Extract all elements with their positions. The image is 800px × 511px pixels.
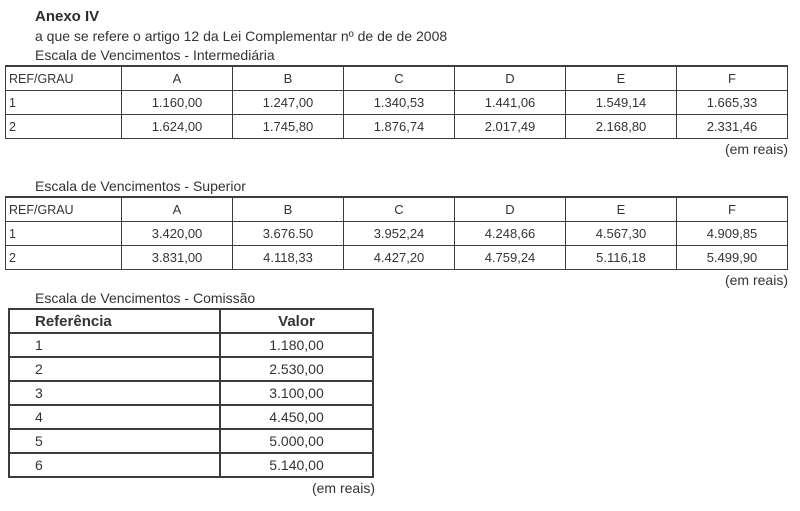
ref-cell: 2	[6, 115, 122, 139]
column-header-grade-e: E	[566, 197, 677, 222]
ref-cell: 2	[9, 357, 220, 381]
value-cell: 3.420,00	[122, 222, 233, 246]
page-title: Anexo IV	[35, 8, 100, 25]
column-header-grade-b: B	[233, 66, 344, 91]
value-cell: 1.247,00	[233, 91, 344, 115]
column-header-grade-a: A	[122, 197, 233, 222]
value-cell: 4.427,20	[344, 246, 455, 270]
currency-note: (em reais)	[724, 272, 788, 288]
table-row	[6, 246, 788, 270]
value-cell: 5.499,90	[677, 246, 788, 270]
column-header-grade-d: D	[455, 197, 566, 222]
column-header-grade-d: D	[455, 66, 566, 91]
table-intermediaria	[5, 65, 788, 139]
column-header-grade-e: E	[566, 66, 677, 91]
value-cell: 4.450,00	[220, 405, 373, 429]
table-header-row	[9, 309, 373, 333]
ref-cell: 1	[6, 91, 122, 115]
column-header-grade-c: C	[344, 197, 455, 222]
value-cell: 3.100,00	[220, 381, 373, 405]
column-header-ref: REF/GRAU	[6, 66, 122, 91]
table-row	[9, 381, 373, 405]
column-header-referencia: Referência	[9, 309, 220, 333]
table-superior	[5, 196, 788, 270]
value-cell: 1.160,00	[122, 91, 233, 115]
column-header-grade-f: F	[677, 197, 788, 222]
value-cell: 5.000,00	[220, 429, 373, 453]
table-comissao	[8, 308, 374, 478]
value-cell: 1.876,74	[344, 115, 455, 139]
ref-cell: 6	[9, 453, 220, 477]
column-header-ref: REF/GRAU	[6, 197, 122, 222]
column-header-grade-c: C	[344, 66, 455, 91]
value-cell: 4.909,85	[677, 222, 788, 246]
value-cell: 4.118,33	[233, 246, 344, 270]
value-cell: 5.140,00	[220, 453, 373, 477]
value-cell: 1.665,33	[677, 91, 788, 115]
table-row	[9, 333, 373, 357]
table-row	[9, 405, 373, 429]
table-header-row	[6, 197, 788, 222]
page-subtitle: a que se refere o artigo 12 da Lei Complementar nº de de de 2008	[35, 28, 448, 44]
heading-superior: Escala de Vencimentos - Superior	[35, 178, 246, 194]
table-row	[6, 115, 788, 139]
currency-note: (em reais)	[724, 141, 788, 157]
value-cell: 2.168,80	[566, 115, 677, 139]
value-cell: 3.831,00	[122, 246, 233, 270]
heading-comissao: Escala de Vencimentos - Comissão	[35, 290, 256, 306]
ref-cell: 4	[9, 405, 220, 429]
value-cell: 1.180,00	[220, 333, 373, 357]
ref-cell: 5	[9, 429, 220, 453]
value-cell: 1.340,53	[344, 91, 455, 115]
value-cell: 5.116,18	[566, 246, 677, 270]
ref-cell: 1	[6, 222, 122, 246]
value-cell: 1.624,00	[122, 115, 233, 139]
table-row	[9, 357, 373, 381]
table-row	[6, 91, 788, 115]
ref-cell: 1	[9, 333, 220, 357]
value-cell: 4.759,24	[455, 246, 566, 270]
table-row	[9, 453, 373, 477]
column-header-grade-f: F	[677, 66, 788, 91]
value-cell: 2.530,00	[220, 357, 373, 381]
ref-cell: 3	[9, 381, 220, 405]
currency-note: (em reais)	[311, 480, 375, 496]
value-cell: 2.017,49	[455, 115, 566, 139]
column-header-grade-b: B	[233, 197, 344, 222]
column-header-grade-a: A	[122, 66, 233, 91]
value-cell: 2.331,46	[677, 115, 788, 139]
value-cell: 3.676.50	[233, 222, 344, 246]
table-row	[6, 222, 788, 246]
ref-cell: 2	[6, 246, 122, 270]
value-cell: 4.567,30	[566, 222, 677, 246]
value-cell: 4.248,66	[455, 222, 566, 246]
value-cell: 3.952,24	[344, 222, 455, 246]
value-cell: 1.441,06	[455, 91, 566, 115]
value-cell: 1.549,14	[566, 91, 677, 115]
table-row	[9, 429, 373, 453]
column-header-valor: Valor	[220, 309, 373, 333]
table-header-row	[6, 66, 788, 91]
heading-intermediaria: Escala de Vencimentos - Intermediária	[35, 47, 275, 63]
value-cell: 1.745,80	[233, 115, 344, 139]
